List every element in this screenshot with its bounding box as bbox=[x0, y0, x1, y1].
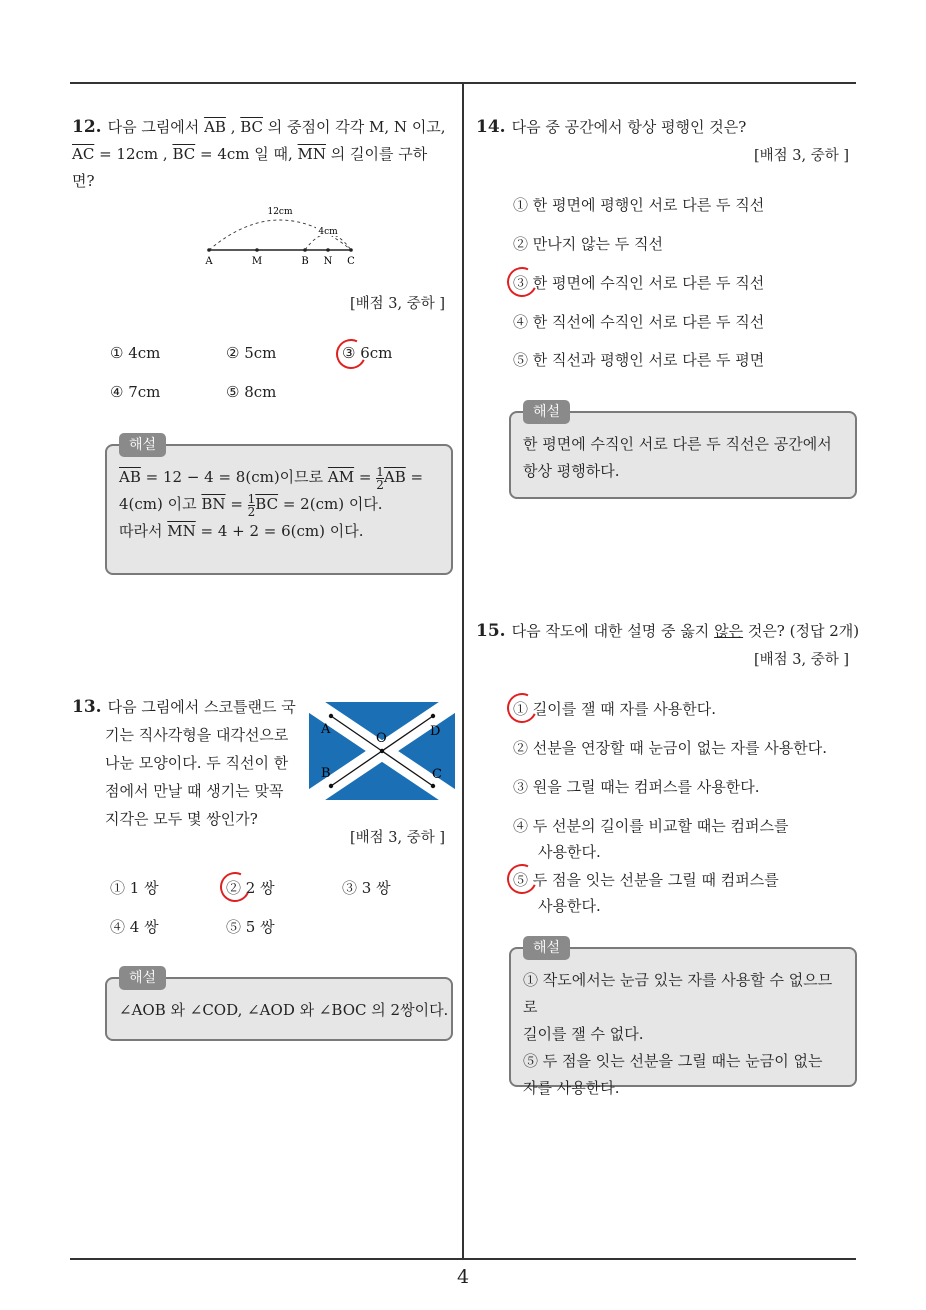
point-n: N bbox=[323, 256, 333, 267]
label-4cm: 4cm bbox=[318, 227, 338, 237]
option-5[interactable]: ⑤ 한 직선과 평행인 서로 다른 두 평면 bbox=[513, 351, 765, 369]
score-label: [배점 3, 중하 ] bbox=[754, 148, 850, 164]
scotland-flag-figure bbox=[309, 702, 455, 800]
bottom-rule bbox=[70, 1258, 856, 1260]
explanation-tag: 해설 bbox=[119, 966, 166, 990]
score-label: [배점 3, 중하 ] bbox=[350, 830, 446, 846]
explanation-box: 해설 ① 작도에서는 눈금 있는 자를 사용할 수 없으므로 길이를 잴 수 없다. ⑤ 두 점을 잇는 선분을 그릴 때는 눈금이 없는 자를 사용한다. bbox=[509, 947, 857, 1087]
fraction-half: $\frac{1}{2}$ bbox=[247, 491, 256, 519]
label-d: D bbox=[430, 724, 441, 739]
question-number: 14. bbox=[476, 117, 506, 137]
option-4[interactable]: ④ 두 선분의 길이를 비교할 때는 컴퍼스를 bbox=[513, 817, 789, 835]
option-4-continuation: 사용한다. bbox=[538, 843, 601, 861]
option-3[interactable]: ③ 3 쌍 bbox=[342, 879, 391, 897]
point-m: M bbox=[251, 256, 263, 267]
option-3[interactable]: ③ 한 평면에 수직인 서로 다른 두 직선 bbox=[513, 272, 764, 293]
answer-circle-mark bbox=[503, 689, 541, 727]
option-2[interactable]: ② 2 쌍 bbox=[226, 877, 275, 898]
question-number: 15. bbox=[476, 621, 506, 641]
option-2[interactable]: ② 5cm bbox=[226, 344, 277, 362]
answer-circle-mark bbox=[216, 868, 254, 906]
label-c: C bbox=[432, 767, 442, 782]
option-3[interactable]: ③ 원을 그릴 때는 컴퍼스를 사용한다. bbox=[513, 778, 760, 796]
answer-circle-mark bbox=[503, 860, 541, 898]
question-15: 15. 다음 작도에 대한 설명 중 옳지 않은 것은? (정답 2개) bbox=[476, 621, 860, 641]
question-number: 13. bbox=[72, 697, 102, 717]
option-2[interactable]: ② 만나지 않는 두 직선 bbox=[513, 235, 663, 253]
label-b: B bbox=[321, 766, 331, 781]
label-a: A bbox=[321, 722, 331, 737]
column-divider bbox=[462, 82, 464, 1259]
point-c: C bbox=[347, 256, 355, 267]
answer-circle-mark bbox=[332, 335, 370, 373]
option-2[interactable]: ② 선분을 연장할 때 눈금이 없는 자를 사용한다. bbox=[513, 739, 827, 757]
question-13: 13. 다음 그림에서 스코틀랜드 국 기는 직사각형을 대각선으로 나눈 모양이다. 두 직선이 한 점에서 만날 때 생기는 맞꼭 지각은 모두 몇 쌍인가? bbox=[72, 697, 296, 828]
option-5[interactable]: ⑤ 두 점을 잇는 선분을 그릴 때 컴퍼스를 bbox=[513, 869, 779, 890]
label-12cm: 12cm bbox=[267, 207, 293, 217]
explanation-box: 해설 $\overline{AB} = 12 - 4 = 8(cm)$이므로 $\overline{AM}$ = $\frac{1}{2}$ $\overline{AB}$ = 4(cm) 이고 $\overline{BN}$ = $\frac{1}{2}$ $\overline{BC} = 2(cm)$ 이다. 따라서 $\overline{MN} = 4 + 2 = 6(cm)$ 이다. bbox=[105, 444, 453, 575]
explanation-box: 해설 ∠AOB 와 ∠COD, ∠AOD 와 ∠BOC 의 2쌍이다. bbox=[105, 977, 453, 1041]
label-o: O bbox=[376, 731, 387, 746]
option-1[interactable]: ① 4cm bbox=[110, 344, 161, 362]
question-12: 12. 다음 그림에서 $\overline{AB}$ , $\overline{BC}$ 의 중점이 각각 M, N 이고, $\overline{AC} = 12cm$ , $\overline{BC} = 4cm$ 일 때, $\overline{MN}$ 의 길이를 구하 면? bbox=[72, 117, 446, 190]
option-3[interactable]: ③ 6cm bbox=[342, 344, 392, 362]
score-label: [배점 3, 중하 ] bbox=[754, 652, 850, 668]
page-number: 4 bbox=[456, 1266, 470, 1288]
score-label: [배점 3, 중하 ] bbox=[350, 296, 446, 312]
point-b: B bbox=[301, 256, 309, 267]
explanation-box: 해설 한 평면에 수직인 서로 다른 두 직선은 공간에서 항상 평행하다. bbox=[509, 411, 857, 499]
option-4[interactable]: ④ 7cm bbox=[110, 383, 161, 401]
question-number: 12. bbox=[72, 117, 102, 137]
option-1[interactable]: ① 한 평면에 평행인 서로 다른 두 직선 bbox=[513, 196, 765, 214]
fraction-half: $\frac{1}{2}$ bbox=[376, 464, 384, 492]
explanation-tag: 해설 bbox=[523, 400, 570, 424]
option-5-continuation: 사용한다. bbox=[538, 897, 601, 915]
answer-circle-mark bbox=[503, 263, 541, 301]
option-4[interactable]: ④ 한 직선에 수직인 서로 다른 두 직선 bbox=[513, 313, 765, 331]
option-5[interactable]: ⑤ 5 쌍 bbox=[226, 918, 275, 936]
option-4[interactable]: ④ 4 쌍 bbox=[110, 918, 159, 936]
explanation-tag: 해설 bbox=[119, 433, 166, 457]
option-1[interactable]: ① 1 쌍 bbox=[110, 879, 159, 897]
point-a: A bbox=[205, 256, 213, 267]
segment-figure bbox=[195, 198, 365, 268]
explanation-tag: 해설 bbox=[523, 936, 570, 960]
question-14: 14. 다음 중 공간에서 항상 평행인 것은? bbox=[476, 117, 747, 137]
option-1[interactable]: ① 길이를 잴 때 자를 사용한다. bbox=[513, 698, 716, 719]
option-5[interactable]: ⑤ 8cm bbox=[226, 383, 277, 401]
